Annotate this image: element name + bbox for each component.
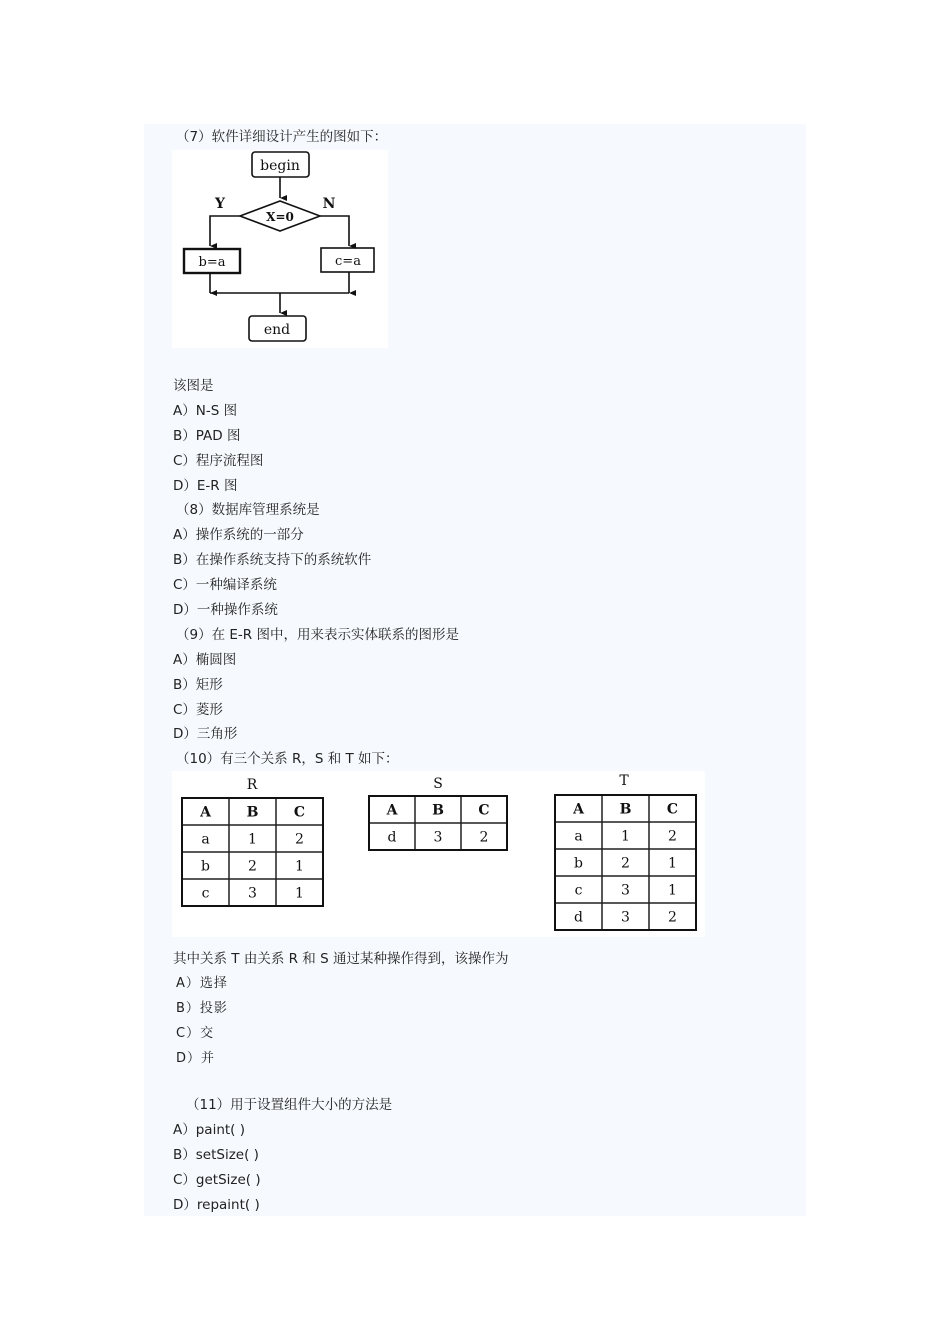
table-cell: 2 [668,828,677,845]
table-cell: 1 [295,858,304,875]
q11-option-a: A）paint( ) [173,1122,246,1138]
flowchart-figure [172,150,388,348]
table-header-cell: C [293,804,306,821]
table-header-cell: B [619,801,632,818]
table-cell: d [387,829,397,846]
table-header-cell: A [573,801,584,818]
table-cell: 2 [668,909,677,926]
q10-option-d: D）并 [176,1051,216,1066]
q9-option-d: D）三角形 [173,726,238,742]
table-cell: 3 [433,829,443,846]
table-cell: 1 [668,882,677,899]
q10-option-c: C）交 [176,1026,215,1041]
relations-svg [172,771,705,937]
flow-condition-label: X=0 [266,210,294,224]
table-cell: 1 [621,828,630,845]
table-cell: 2 [248,858,257,875]
table-cell: 2 [479,829,489,846]
relation-name: T [619,773,629,789]
q7-option-b: B）PAD 图 [173,428,241,444]
relation-table-s [369,776,507,850]
q8-stem: （8）数据库管理系统是 [176,502,320,518]
q7-stem: （7）软件详细设计产生的图如下： [176,129,388,145]
relation-name: S [433,776,443,792]
flow-begin-label: begin [260,158,300,174]
table-cell: 1 [295,885,304,902]
table-cell: 3 [621,882,630,899]
table-cell: c [574,882,583,899]
table-header-cell: B [246,804,259,821]
table-cell: 1 [668,855,677,872]
table-header-cell: A [200,804,211,821]
table-cell: c [201,885,210,902]
q9-option-b: B）矩形 [173,677,223,693]
flow-yes-label: Y [215,196,225,212]
table-cell: 2 [295,831,304,848]
q10-stem: （10）有三个关系 R，S 和 T 如下： [176,751,399,767]
q8-option-b: B）在操作系统支持下的系统软件 [173,552,372,568]
table-cell: 2 [621,855,630,872]
table-header-cell: A [386,802,398,819]
relations-figure [172,771,705,937]
q8-option-d: D）一种操作系统 [173,602,278,618]
relation-table-r [182,777,323,906]
q11-option-b: B）setSize( ) [173,1147,259,1163]
table-header-cell: C [666,801,679,818]
flow-end-label: end [263,322,291,338]
q10-prompt: 其中关系 T 由关系 R 和 S 通过某种操作得到，该操作为 [173,951,509,967]
q9-option-a: A）椭圆图 [173,652,237,668]
table-header-cell: C [478,802,490,819]
table-cell: 1 [248,831,257,848]
flowchart-svg [172,150,388,348]
table-cell: b [201,858,210,875]
flow-no-label: N [322,196,336,212]
q8-option-a: A）操作系统的一部分 [173,527,304,543]
q7-option-c: C）程序流程图 [173,453,264,469]
relation-name: R [246,777,258,793]
table-cell: 3 [248,885,257,902]
q7-option-a: A）N-S 图 [173,403,238,419]
table-cell: b [574,855,583,872]
q11-option-d: D）repaint( ) [173,1197,260,1213]
q11-stem: （11）用于设置组件大小的方法是 [186,1097,393,1113]
q10-option-a: A）选择 [176,976,228,991]
flow-yes-box-label: b=a [198,255,226,270]
q8-option-c: C）一种编译系统 [173,577,277,593]
table-cell: d [574,909,583,926]
table-cell: 3 [621,909,630,926]
q7-option-d: D）E-R 图 [173,478,238,494]
q11-option-c: C）getSize( ) [173,1172,261,1188]
q9-option-c: C）菱形 [173,702,223,718]
table-header-cell: B [432,802,444,819]
table-cell: a [201,831,210,848]
q7-prompt: 该图是 [173,378,214,394]
flow-no-box-label: c=a [335,254,361,269]
relation-table-t [555,773,696,930]
q10-option-b: B）投影 [176,1001,228,1016]
table-cell: a [574,828,583,845]
q9-stem: （9）在 E-R 图中，用来表示实体联系的图形是 [176,627,459,643]
